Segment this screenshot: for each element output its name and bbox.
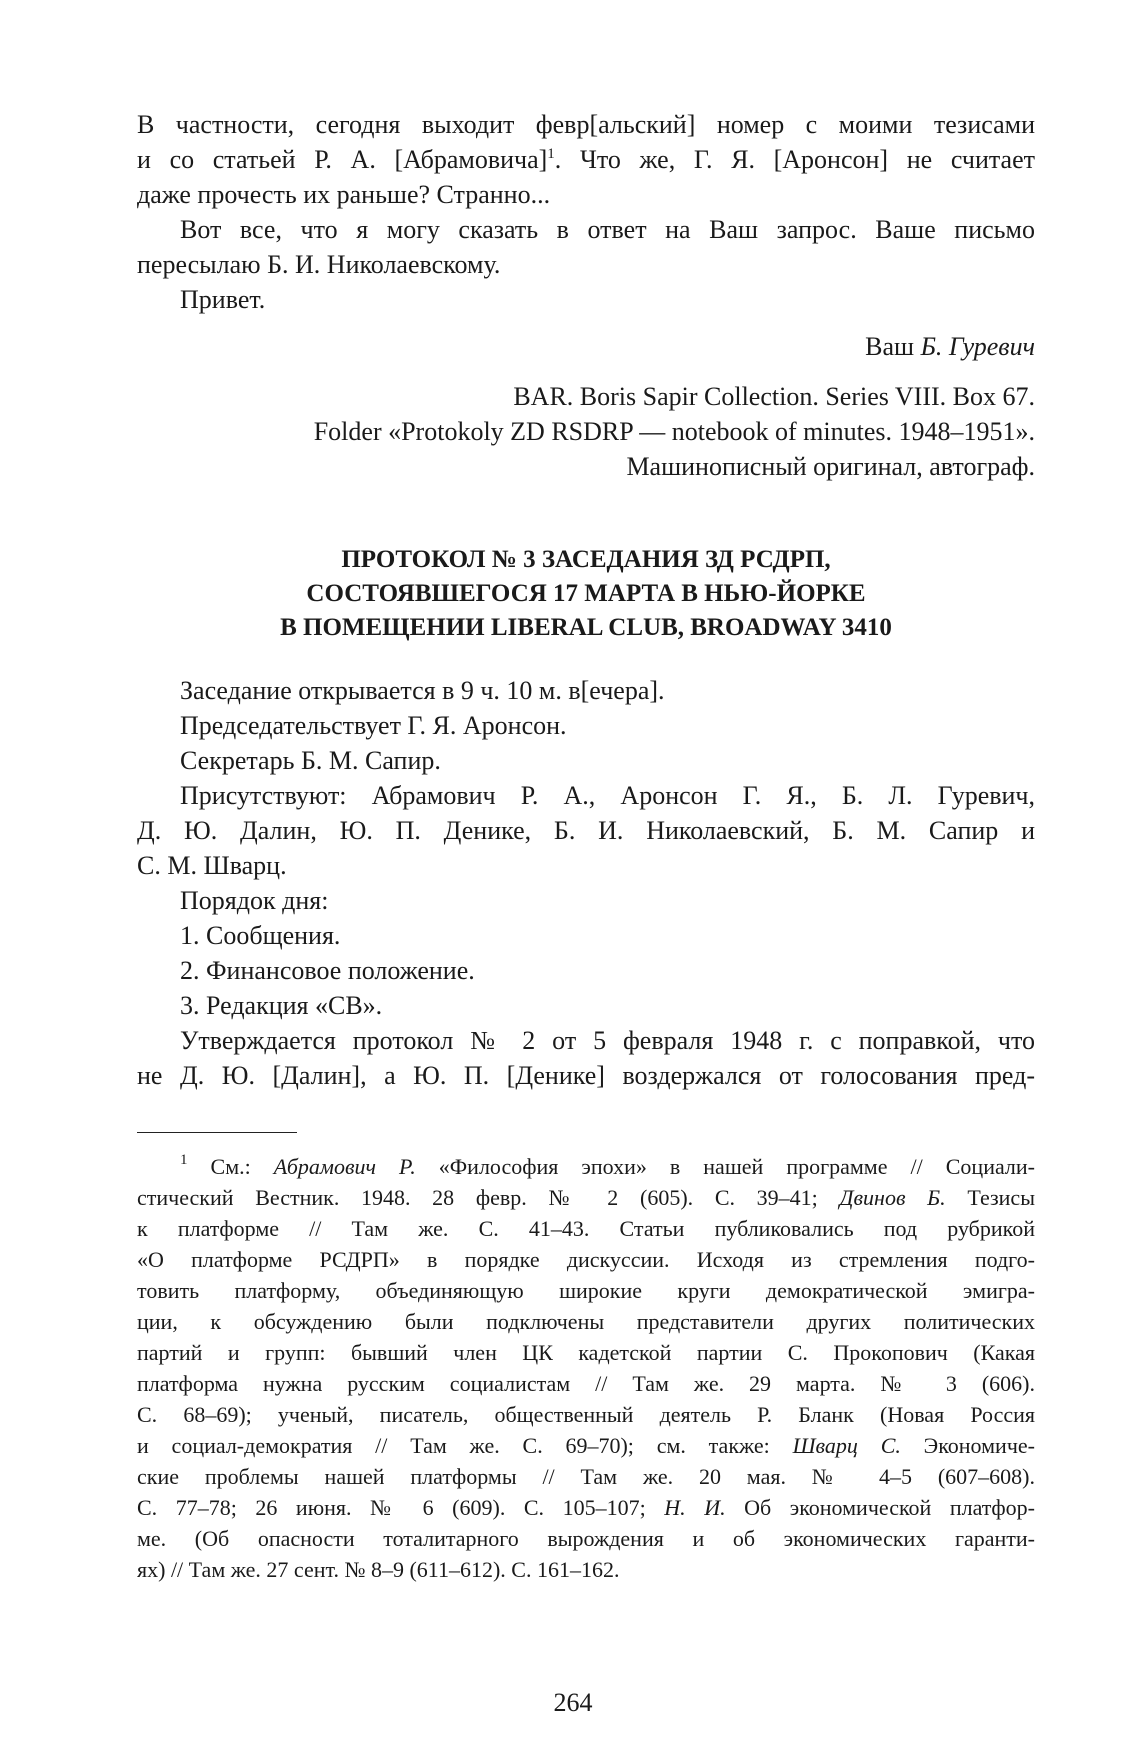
footnote-number: 1 — [180, 1152, 188, 1168]
letter-greeting: Привет. — [180, 285, 266, 314]
minutes-line-2: Председательствует Г. Я. Аронсон. — [180, 711, 567, 740]
letter-line-5: пересылаю Б. И. Николаевскому. — [137, 250, 501, 279]
letter-line-2b: . Что же, Г. Я. [Аронсон] не считает — [554, 145, 1035, 174]
signature — [865, 330, 1035, 364]
fn-line-1 — [180, 1152, 1035, 1182]
signature-name: Б. Гуревич — [920, 332, 1035, 361]
minutes-line-6: С. М. Шварц. — [137, 851, 287, 880]
letter-line-2a: и со статьей Р. А. [Абрамовича] — [137, 145, 548, 174]
agenda-item-1: 1. Сообщения. — [180, 921, 341, 950]
fn-line-12 — [137, 1493, 1035, 1523]
fn-line-10c: Экономиче- — [900, 1433, 1035, 1458]
fn-line-12a: С. 77–78; 26 июня. № 6 (609). С. 105–107; — [137, 1495, 665, 1520]
letter-line-3: даже прочесть их раньше? Странно... — [137, 180, 551, 209]
minutes-line-5: Д. Ю. Далин, Ю. П. Денике, Б. И. Николаевский, Б. М. Сапир и — [137, 816, 1035, 845]
fn-line-5: товить платформу, объединяющую широкие круги демократической эмигра- — [137, 1278, 1035, 1303]
agenda-item-2: 2. Финансовое положение. — [180, 956, 475, 985]
fn-line-3: к платформе // Там же. С. 41–43. Статьи публиковались под рубрикой — [137, 1216, 1035, 1241]
agenda-title: Порядок дня: — [180, 886, 329, 915]
letter-line-1: В частности, сегодня выходит февр[альский] номер с моими тезисами — [137, 110, 1035, 139]
fn-line-8: платформа нужна русским социалистам // Там же. 29 марта. № 3 (606). — [137, 1371, 1035, 1396]
fn-line-9: С. 68–69); ученый, писатель, общественный деятель Р. Бланк (Новая Россия — [137, 1402, 1035, 1427]
minutes-line-3: Секретарь Б. М. Сапир. — [180, 746, 441, 775]
fn-line-7: партий и групп: бывший член ЦК кадетской партии С. Прокопович (Какая — [137, 1340, 1035, 1365]
fn-line-12c: Об экономической платфор- — [725, 1495, 1035, 1520]
fn-line-10 — [137, 1431, 1035, 1461]
source-line-2: Folder «Protokoly ZD RSDRP — notebook of minutes. 1948–1951». — [313, 417, 1035, 446]
fn-line-6: ции, к обсуждению были подключены представители других политических — [137, 1309, 1035, 1334]
fn-author-4: Н. И. — [664, 1495, 726, 1520]
fn-line-4: «О платформе РСДРП» в порядке дискуссии. Исходя из стремления подго- — [137, 1247, 1035, 1272]
fn-line-1a: См.: — [210, 1154, 274, 1179]
minutes-line-1: Заседание открывается в 9 ч. 10 м. в[ечера]. — [180, 676, 665, 705]
source-line-1: BAR. Boris Sapir Collection. Series VIII. Box 67. — [513, 382, 1035, 411]
page-number: 264 — [553, 1688, 593, 1717]
fn-line-10a: и социал-демократия // Там же. С. 69–70); см. также: — [137, 1433, 793, 1458]
fn-author-3: Шварц С. — [792, 1433, 901, 1458]
fn-line-14: ях) // Там же. 27 сент. № 8–9 (611–612). С. 161–162. — [137, 1557, 620, 1582]
letter-line-2 — [137, 143, 1035, 177]
minutes-line-12: не Д. Ю. [Далин], а Ю. П. [Денике] воздержался от голосования пред- — [137, 1061, 1035, 1090]
heading-line-1: ПРОТОКОЛ № 3 ЗАСЕДАНИЯ ЗД РСДРП, — [341, 546, 831, 573]
source-line-3: Машинописный оригинал, автограф. — [626, 452, 1035, 481]
minutes-line-11: Утверждается протокол № 2 от 5 февраля 1948 г. с поправкой, что — [180, 1026, 1035, 1055]
fn-line-2 — [137, 1183, 1035, 1213]
heading-line-2: СОСТОЯВШЕГОСЯ 17 МАРТА В НЬЮ-ЙОРКЕ — [306, 580, 866, 607]
fn-author-1: Абрамович Р. — [273, 1154, 416, 1179]
letter-line-4: Вот все, что я могу сказать в ответ на Ваш запрос. Ваше письмо — [180, 215, 1035, 244]
fn-line-1c: «Философия эпохи» в нашей программе // Социали- — [415, 1154, 1036, 1179]
heading-line-3: В ПОМЕЩЕНИИ LIBERAL CLUB, BROADWAY 3410 — [280, 614, 892, 641]
minutes-line-4: Присутствуют: Абрамович Р. А., Аронсон Г. Я., Б. Л. Гуревич, — [180, 781, 1035, 810]
fn-line-2a: стический Вестник. 1948. 28 февр. № 2 (605). С. 39–41; — [137, 1185, 840, 1210]
agenda-item-3: 3. Редакция «СВ». — [180, 991, 383, 1020]
fn-line-2c: Тезисы — [945, 1185, 1035, 1210]
fn-line-13: ме. (Об опасности тоталитарного вырождения и об экономических гаранти- — [137, 1526, 1035, 1551]
fn-line-11: ские проблемы нашей платформы // Там же. 20 мая. № 4–5 (607–608). — [137, 1464, 1035, 1489]
signature-prefix: Ваш — [865, 332, 915, 361]
fn-author-2: Двинов Б. — [839, 1185, 946, 1210]
footnote-ref: 1 — [547, 146, 555, 162]
footnote-divider — [137, 1132, 297, 1133]
